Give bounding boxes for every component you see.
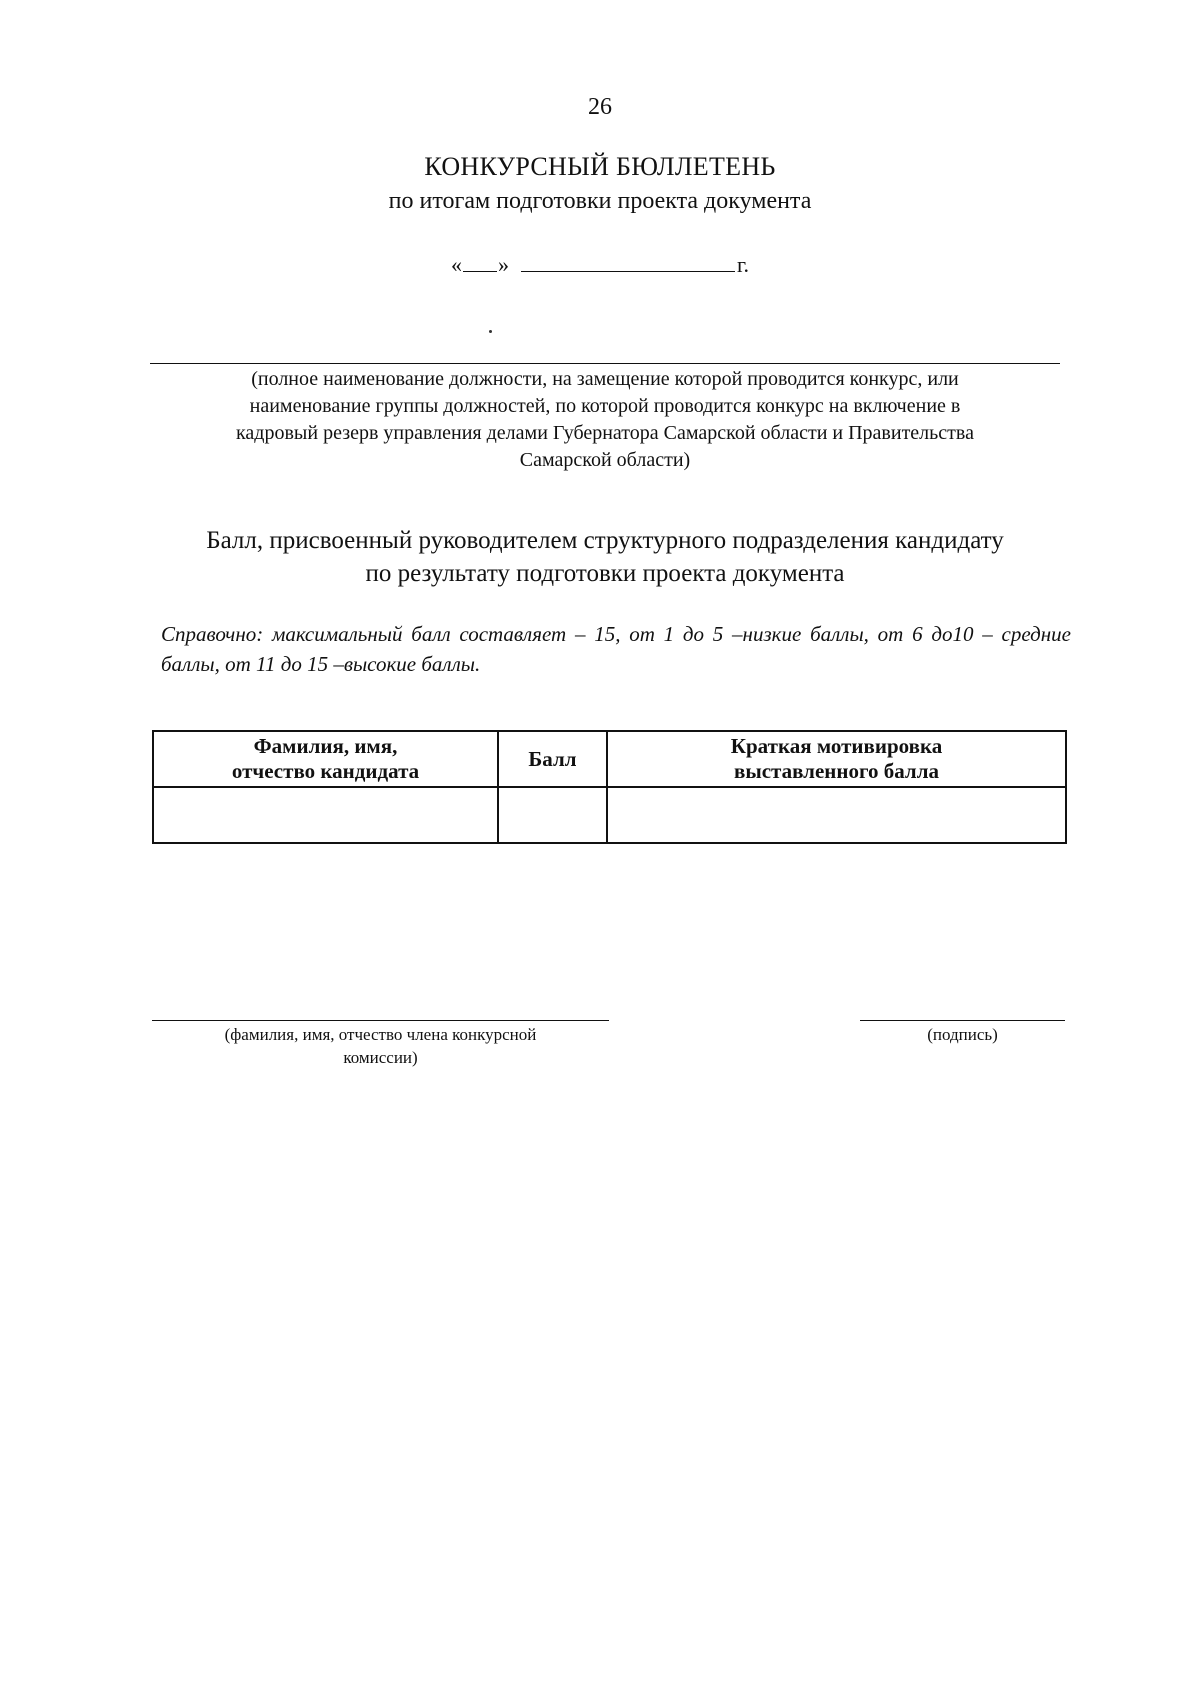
score-heading-line: по результату подготовки проекта документа: [365, 560, 845, 587]
member-name-caption: (фамилия, имя, отчество члена конкурсной комиссии): [224, 1025, 537, 1067]
score-table: [152, 730, 1067, 844]
position-caption: [150, 366, 1060, 474]
position-caption-line: кадровый резерв управления делами Губернатора Самарской области и Правительства: [236, 422, 974, 444]
position-caption-line: (полное наименование должности, на замещение которой проводится конкурс, или: [251, 368, 959, 390]
signature-line[interactable]: [860, 1020, 1065, 1021]
signature-caption: (подпись): [927, 1025, 998, 1044]
score-cell[interactable]: [498, 787, 607, 843]
page-number: 26: [588, 94, 612, 120]
header-motivation: Краткая мотивировка выставленного балла: [607, 731, 1066, 787]
motivation-cell[interactable]: [607, 787, 1066, 843]
position-caption-line: Самарской области): [519, 449, 691, 471]
score-heading-line: Балл, присвоенный руководителем структурного подразделения кандидату: [206, 527, 1004, 554]
member-name-line[interactable]: [152, 1020, 609, 1021]
date-day-blank[interactable]: [463, 253, 497, 272]
position-caption-line: наименование группы должностей, по которой проводится конкурс на включение в: [249, 395, 961, 417]
table-header-row: [153, 731, 1066, 787]
score-heading: [140, 524, 1070, 590]
reference-note: Справочно: максимальный балл составляет – 15, от 1 до 5 –низкие баллы, от 6 до10 – средние баллы, от 11 до 15 –высокие баллы.: [161, 622, 1071, 676]
date-field: [0, 252, 1200, 278]
date-year-suffix: г.: [736, 252, 750, 277]
position-name-line[interactable]: [150, 363, 1060, 364]
document-subtitle: по итогам подготовки проекта документа: [388, 188, 812, 214]
table-row: [153, 787, 1066, 843]
header-candidate-name: Фамилия, имя, отчество кандидата: [153, 731, 498, 787]
candidate-name-cell[interactable]: [153, 787, 498, 843]
date-close-quote: »: [497, 252, 509, 277]
date-open-quote: «: [450, 252, 462, 277]
date-month-year-blank[interactable]: [521, 253, 735, 272]
document-title: КОНКУРСНЫЙ БЮЛЛЕТЕНЬ: [424, 152, 776, 181]
header-score: Балл: [498, 731, 607, 787]
stray-mark: [489, 330, 492, 333]
